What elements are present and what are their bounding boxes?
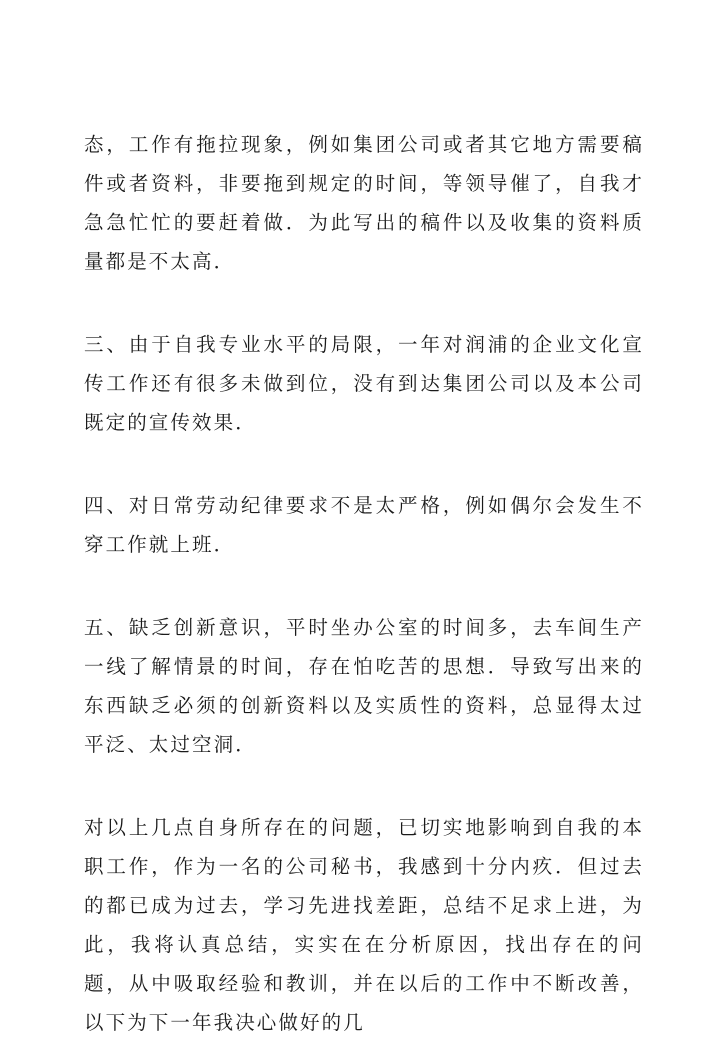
paragraph-reflection: 对以上几点自身所存在的问题，已切实地影响到自我的本职工作，作为一名的公司秘书，我感到十分内疚．但过去的都已成为过去，学习先进找差距，总结不足求上进，为此，我将认真总结，实实在在分析原因，找出存在的问题，从中吸取经验和教训，并在以后的工作中不断改善，以下为下一年我决心做好的几 xyxy=(84,816,644,1034)
paragraph-point-five: 五、缺乏创新意识，平时坐办公室的时间多，去车间生产一线了解情景的时间，存在怕吃苦的思想．导致写出来的东西缺乏必须的创新资料以及实质性的资料，总显得太过平泛、太过空洞． xyxy=(84,616,644,756)
paragraph-point-three: 三、由于自我专业水平的局限，一年对润浦的企业文化宣传工作还有很多未做到位，没有到达集团公司以及本公司既定的宣传效果． xyxy=(84,333,644,434)
paragraph-work-attitude: 态，工作有拖拉现象，例如集团公司或者其它地方需要稿件或者资料，非要拖到规定的时间，等领导催了，自我才急急忙忙的要赶着做．为此写出的稿件以及收集的资料质量都是不太高． xyxy=(84,133,644,273)
document-body xyxy=(84,125,644,1042)
paragraph-point-four: 四、对日常劳动纪律要求不是太严格，例如偶尔会发生不穿工作就上班． xyxy=(84,494,644,556)
